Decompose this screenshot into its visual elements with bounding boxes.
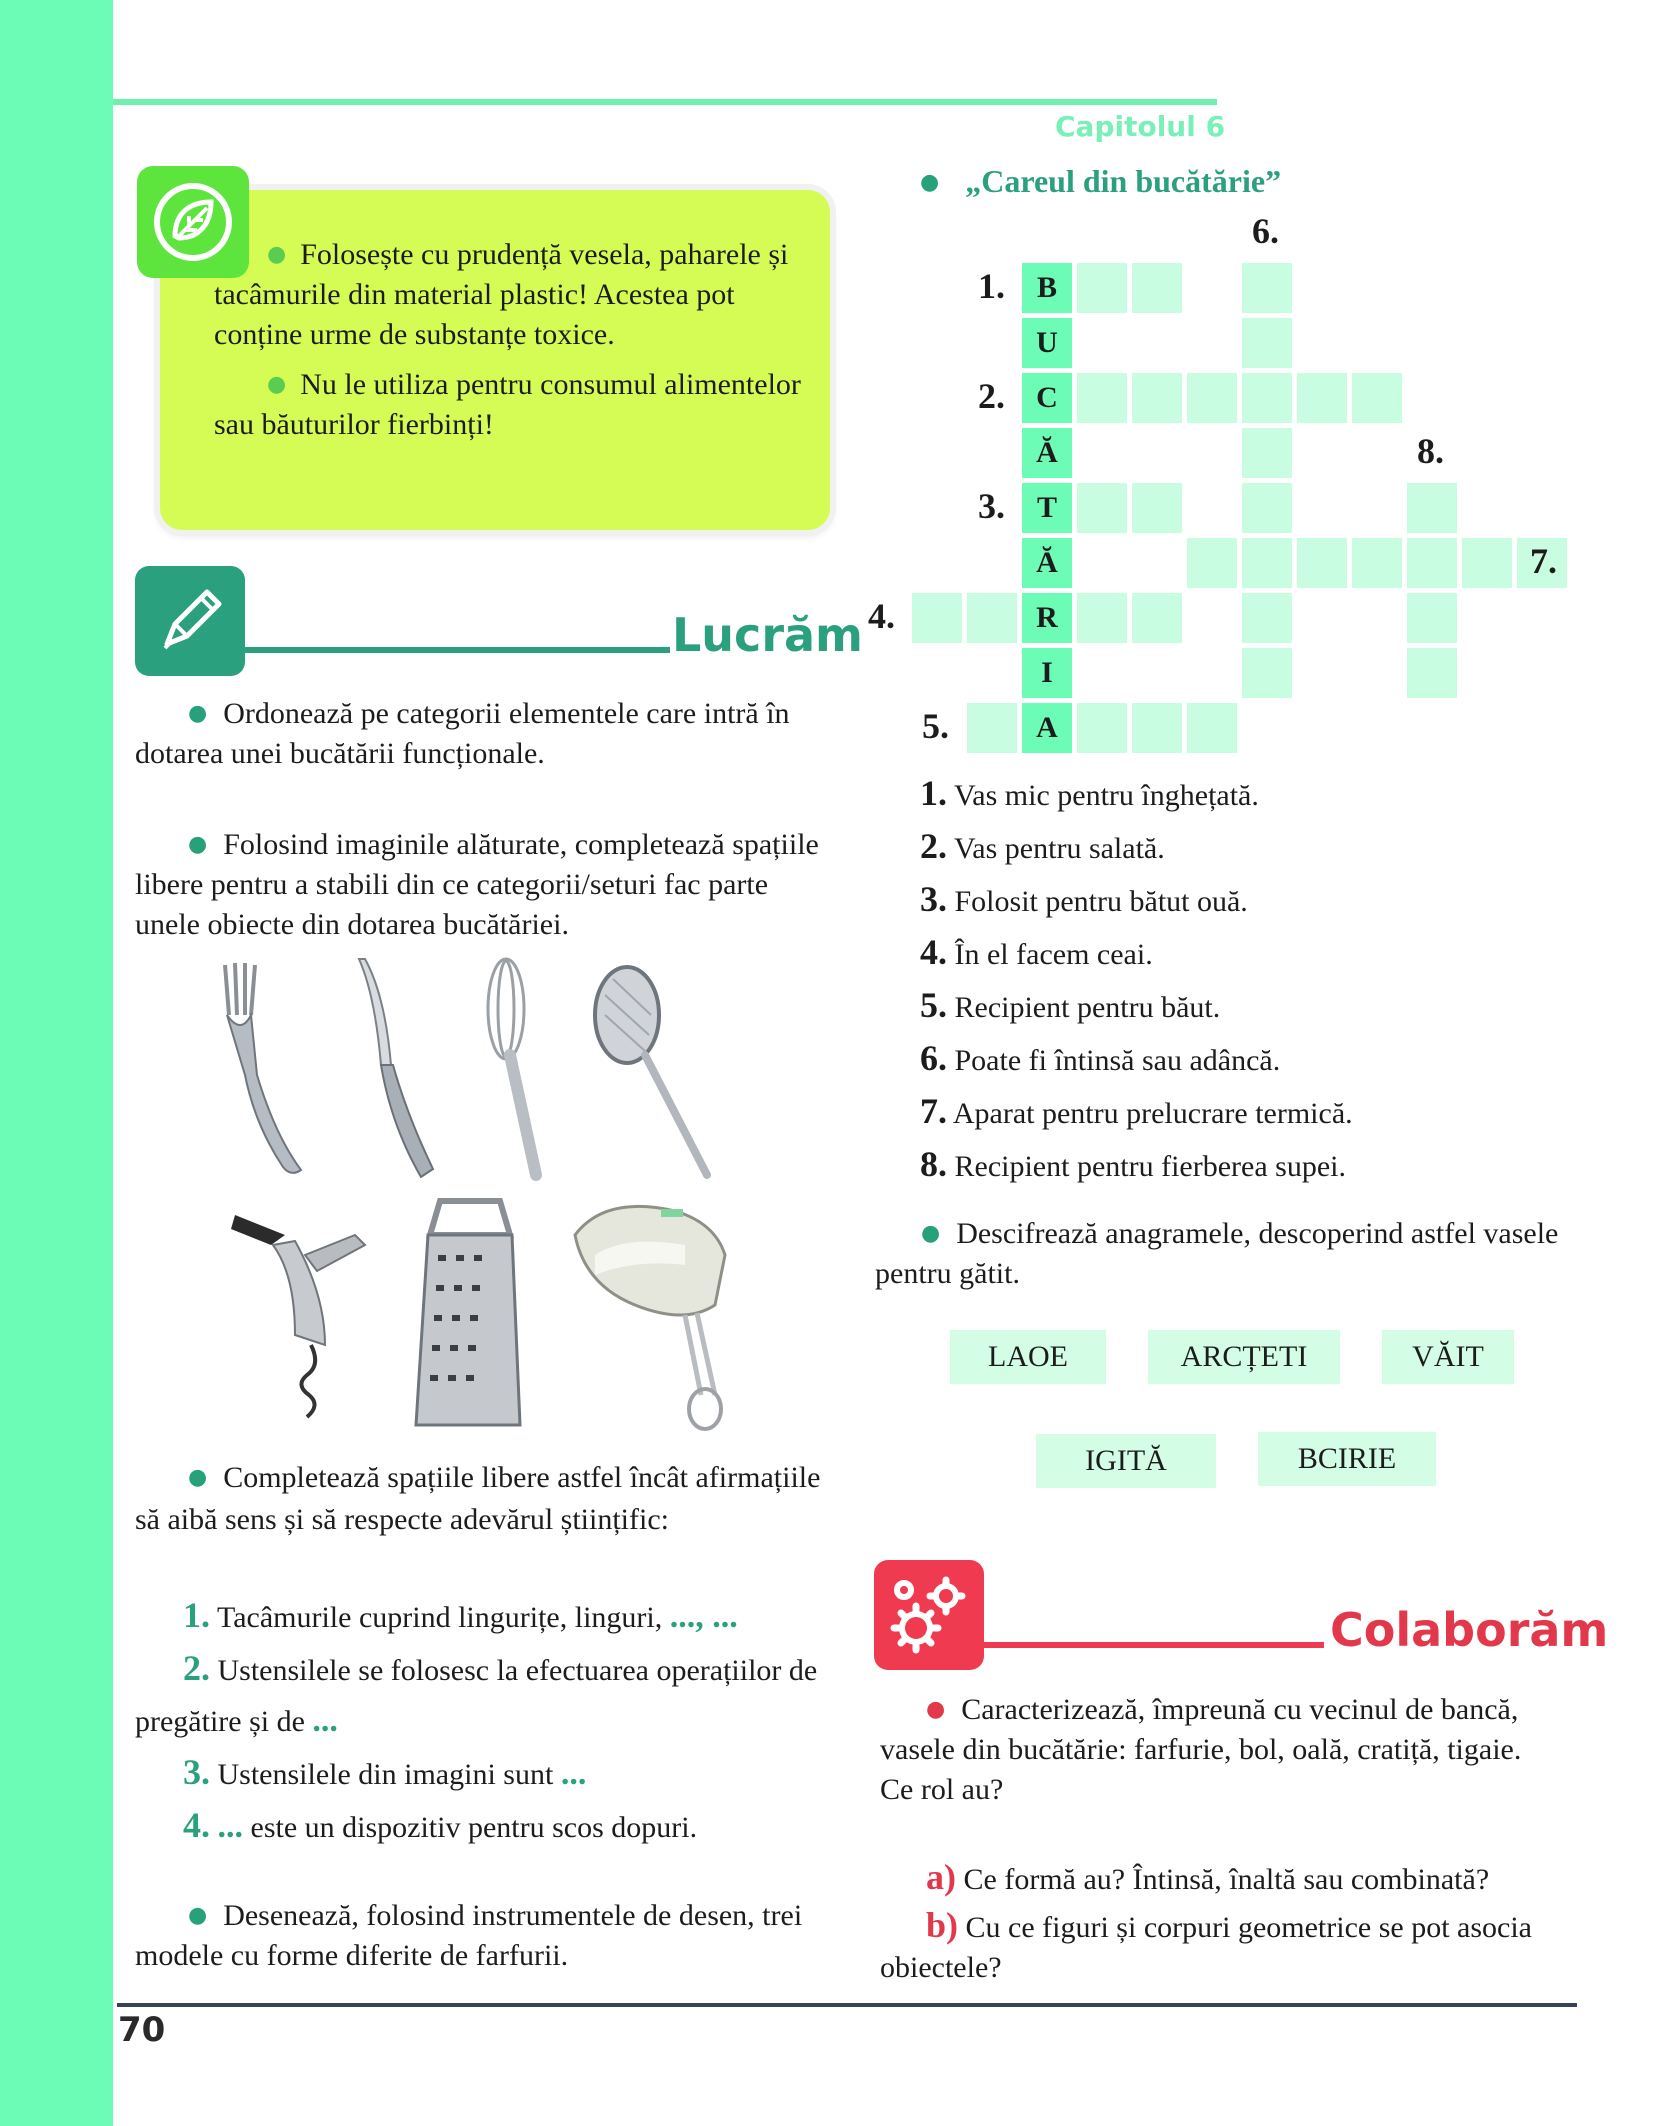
crossword-key-cell[interactable]: C [1022,373,1072,423]
lucram-bullet-4: ● Desenează, folosind instrumentele de desen, trei modele cu forme diferite de farfurii. [135,1899,803,1972]
grater-image [410,1195,530,1435]
safety-note-text: ● Folosește cu prudență vesela, paharele și tacâmurile din material plastic! Acestea pot conține urme de substanțe toxice. ● Nu le utiliza pentru consumul alimentelor sau băuturilor fierbinți! [214,238,801,441]
crossword-cell[interactable] [1242,538,1292,588]
crossword-cell[interactable] [1242,263,1292,313]
chapter-label: Capitolul 6 [1055,110,1226,143]
anagram-word: BCIRIE [1258,1432,1436,1486]
fork-image [205,955,325,1185]
note-bullet-2: Nu le utiliza pentru consumul alimentelor sau băuturilor fierbinți! [214,368,801,441]
clue-item: 2. Vas pentru salată. [920,826,1165,866]
fill-item-1: 1. Tacâmurile cuprind lingurițe, linguri, ..., ... [183,1595,738,1635]
question-a: a) Ce formă au? Întinsă, înaltă sau combinată? [926,1857,1490,1897]
fill-item-4: 4. ... este un dispozitiv pentru scos dopuri. [183,1805,698,1845]
crossword-cell[interactable] [1242,318,1292,368]
crossword-cell[interactable] [1462,538,1512,588]
crossword-cell[interactable] [1242,593,1292,643]
crossword-number: 7. [1530,541,1557,581]
colaboram-heading: Colaborăm [1330,1603,1609,1657]
crossword-cell[interactable] [1187,538,1237,588]
lucram-heading: Lucrăm [672,608,863,662]
crossword-cell[interactable] [1077,483,1127,533]
crossword-cell[interactable] [967,703,1017,753]
strainer-image [585,955,725,1185]
lucram-bullet-3: ● Completează spațiile libere astfel încât afirmațiile să aibă sens și să respecte adevărul științific: [135,1461,821,1536]
fill-item-3: 3. Ustensilele din imagini sunt ... [183,1752,587,1792]
crossword-cell[interactable] [1077,703,1127,753]
crossword-cell[interactable] [1077,263,1127,313]
fill-in-list [135,1590,835,1853]
crossword-number: 5. [922,706,949,746]
crossword-key-cell[interactable]: Ă [1022,538,1072,588]
left-color-strip [0,0,113,2126]
clue-item: 7. Aparat pentru prelucrare termică. [920,1091,1353,1131]
note-bullet-1: Folosește cu prudență vesela, paharele și tacâmurile din material plastic! Acestea pot conține urme de substanțe toxice. [214,238,789,351]
crossword-cell[interactable] [1352,538,1402,588]
clue-item: 8. Recipient pentru fierberea supei. [920,1144,1346,1184]
lucram-bullet-2: ● Folosind imaginile alăturate, completează spațiile libere pentru a stabili din ce categorii/seturi fac parte unele obiecte din dotarea bucătăriei. [135,828,819,941]
clue-item: 3. Folosit pentru bătut ouă. [920,879,1248,919]
crossword-cell[interactable] [1242,648,1292,698]
hand-mixer-image [565,1195,765,1435]
crossword-key-cell[interactable]: Ă [1022,428,1072,478]
page-number: 70 [118,2010,166,2050]
clue-item: 5. Recipient pentru băut. [920,985,1221,1025]
anagram-word: VĂIT [1382,1330,1514,1384]
crossword-cell[interactable] [1187,373,1237,423]
colaboram-underline [984,1642,1324,1648]
crossword-title: ● „Careul din bucătărie” [920,163,1282,199]
crossword-cell[interactable] [1242,373,1292,423]
crossword-cell[interactable] [1407,648,1457,698]
crossword-cell[interactable] [1132,373,1182,423]
knife-image [345,955,445,1185]
crossword-cell[interactable] [1077,593,1127,643]
crossword-cell[interactable] [1242,428,1292,478]
clue-item: 4. În el facem ceai. [920,932,1153,972]
crossword-number: 8. [1417,431,1444,471]
crossword-number: 6. [1252,211,1279,251]
crossword-clues [920,768,1353,1192]
crossword-key-cell[interactable]: B [1022,263,1072,313]
crossword-cell[interactable] [1407,483,1457,533]
crossword-cell[interactable] [1132,263,1182,313]
crossword-cell[interactable] [1132,703,1182,753]
colaboram-questions [880,1852,1580,1988]
anagram-word: IGITĂ [1036,1434,1216,1488]
footer-rule [117,2003,1577,2007]
colaboram-bullet: ● Caracterizează, împreună cu vecinul de bancă, vasele din bucătărie: farfurie, bol, oală, cratiță, tigaie. Ce rol au? [880,1693,1522,1806]
whisk-image [470,955,570,1185]
anagram-word: LAOE [950,1330,1106,1384]
fill-item-2: 2. Ustensilele se folosesc la efectuarea operațiilor de pregătire și de ... [135,1648,818,1739]
crossword-cell[interactable] [1187,703,1237,753]
crossword-cell[interactable] [1297,373,1347,423]
crossword-key-cell[interactable]: I [1022,648,1072,698]
crossword-cell[interactable] [1407,538,1457,588]
crossword-number: 4. [868,596,895,636]
crossword-cell[interactable] [1077,373,1127,423]
header-rule [113,99,1217,105]
crossword-key-cell[interactable]: T [1022,483,1072,533]
crossword-key-cell[interactable]: U [1022,318,1072,368]
crossword-cell[interactable] [1297,538,1347,588]
crossword-number: 1. [978,266,1005,306]
crossword-cell[interactable] [1132,593,1182,643]
clue-item: 6. Poate fi întinsă sau adâncă. [920,1038,1281,1078]
anagram-word: ARCȚETI [1148,1330,1340,1384]
anagram-instruction: ● Descifrează anagramele, descoperind astfel vasele pentru gătit. [875,1217,1559,1290]
crossword-number: 2. [978,376,1005,416]
crossword-number: 3. [978,486,1005,526]
crossword-cell[interactable] [1352,373,1402,423]
pencil-icon [135,566,245,676]
crossword-cell[interactable] [1407,593,1457,643]
crossword-cell[interactable] [1242,483,1292,533]
clue-item: 1. Vas mic pentru înghețată. [920,773,1259,813]
gears-icon [874,1560,984,1670]
crossword-key-cell[interactable]: A [1022,703,1072,753]
crossword-cell[interactable] [967,593,1017,643]
corkscrew-image [225,1195,385,1435]
question-b: b) Cu ce figuri și corpuri geometrice se pot asocia obiectele? [880,1905,1532,1984]
lucram-bullet-1: ● Ordonează pe categorii elementele care intră în dotarea unei bucătării funcționale. [135,697,790,770]
crossword-key-cell[interactable]: R [1022,593,1072,643]
crossword-cell[interactable] [1132,483,1182,533]
lucram-underline [240,647,670,653]
crossword-cell[interactable] [912,593,962,643]
